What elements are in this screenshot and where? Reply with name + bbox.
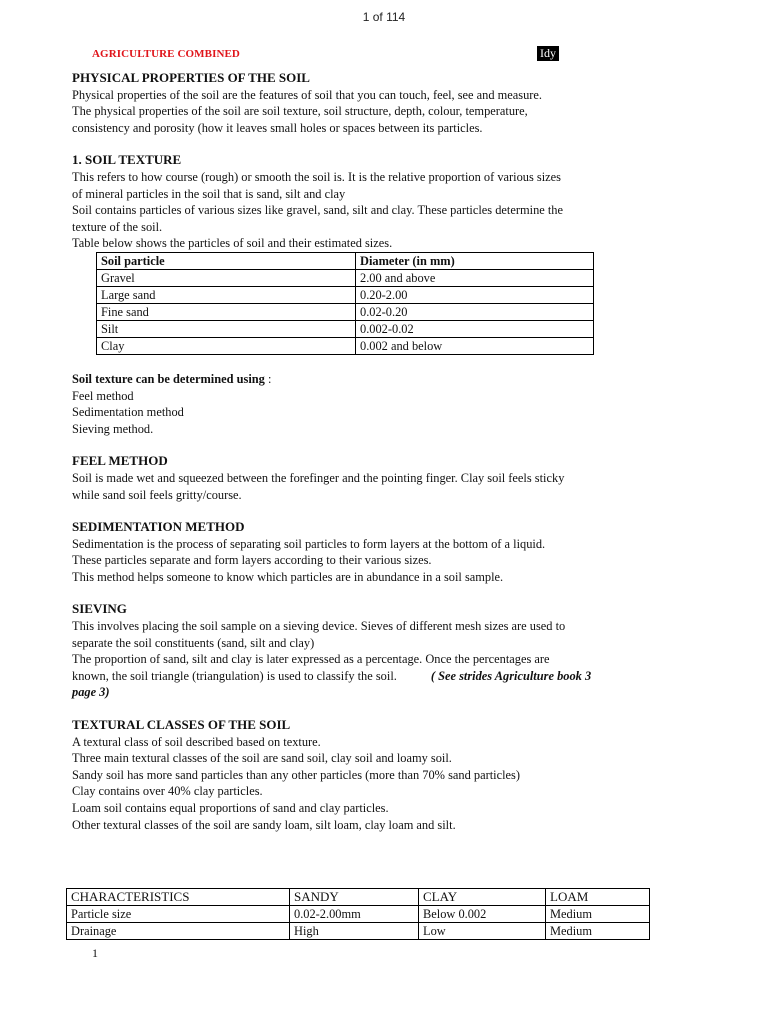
table-row	[97, 337, 594, 354]
text-line: The physical properties of the soil are soil texture, soil structure, depth, colour, temperature,	[72, 104, 528, 119]
determination-intro	[72, 371, 672, 388]
table-cell: 2.00 and above	[356, 269, 594, 286]
section-heading-texture: 1. SOIL TEXTURE	[72, 152, 182, 168]
determination-intro-colon: :	[264, 371, 272, 386]
table-cell: Gravel	[97, 269, 356, 286]
text-line: Soil contains particles of various sizes like gravel, sand, silt and clay. These particles determine the	[72, 203, 564, 218]
determination-intro-bold: Soil texture can be determined using	[72, 371, 265, 386]
table-row	[67, 906, 650, 923]
table-cell: Large sand	[97, 286, 356, 303]
table-row	[67, 923, 650, 940]
text-line: Three main textural classes of the soil are sand soil, clay soil and loamy soil.	[72, 751, 452, 766]
table-cell: 0.02-0.20	[356, 303, 594, 320]
table-cell: Below 0.002	[419, 906, 546, 923]
section-heading-physical: PHYSICAL PROPERTIES OF THE SOIL	[72, 70, 310, 85]
table-row	[97, 320, 594, 337]
table-cell: High	[290, 923, 419, 940]
section-heading-feel: FEEL METHOD	[72, 453, 168, 469]
text-line: This method helps someone to know which particles are in abundance in a soil sample.	[72, 569, 504, 584]
text-line: Sedimentation is the process of separating soil particles to form layers at the bottom of a liquid.	[72, 536, 546, 551]
section-heading-sedimentation: SEDIMENTATION METHOD	[72, 519, 245, 535]
method-item: Sieving method.	[72, 421, 154, 436]
book-reference: ( See strides Agriculture book 3	[430, 668, 592, 683]
text-line: consistency and porosity (how it leaves small holes or spaces between its particles.	[72, 120, 483, 135]
text-line: texture of the soil.	[72, 219, 163, 234]
text-line: Sandy soil has more sand particles than any other particles (more than 70% sand particles)	[72, 767, 520, 782]
book-reference-page: page 3)	[72, 685, 110, 700]
table-row	[97, 286, 594, 303]
method-item: Sedimentation method	[72, 405, 184, 420]
table-cell: Clay	[97, 337, 356, 354]
table-cell: Drainage	[67, 923, 290, 940]
table-header-cell: SANDY	[290, 889, 419, 906]
text-line: Loam soil contains equal proportions of sand and clay particles.	[72, 801, 389, 815]
text-line: Table below shows the particles of soil and their estimated sizes.	[72, 236, 393, 251]
table-cell: Low	[419, 923, 546, 940]
page-number: 1	[92, 946, 98, 960]
table-header-cell: Soil particle	[97, 252, 356, 269]
document-body	[72, 70, 672, 833]
text-line: The proportion of sand, silt and clay is later expressed as a percentage. Once the percentages are	[72, 652, 550, 667]
section-heading-sieving: SIEVING	[72, 601, 127, 617]
author-tag: Idy	[537, 46, 559, 61]
table-cell: Fine sand	[97, 303, 356, 320]
text-line: This involves placing the soil sample on a sieving device. Sieves of different mesh sizes are used to	[72, 619, 566, 634]
table-cell: Medium	[546, 906, 650, 923]
text-line	[72, 668, 672, 685]
text-line: Other textural classes of the soil are sandy loam, silt loam, clay loam and silt.	[72, 817, 456, 832]
table-header-row	[97, 252, 594, 269]
text-line: This refers to how course (rough) or smooth the soil is. It is the relative proportion of various sizes	[72, 169, 561, 184]
table-header-row	[67, 889, 650, 906]
document-header-title: AGRICULTURE COMBINED	[92, 48, 240, 60]
text-line: Soil is made wet and squeezed between the forefinger and the pointing finger. Clay soil feels sticky	[72, 470, 565, 485]
table-cell: 0.002 and below	[356, 337, 594, 354]
sieving-last-line: known, the soil triangle (triangulation) is used to classify the soil.	[72, 668, 397, 683]
table-header-cell: CLAY	[419, 889, 546, 906]
text-line: A textural class of soil described based on texture.	[72, 734, 321, 749]
table-header-cell: Diameter (in mm)	[356, 252, 594, 269]
table-cell: 0.20-2.00	[356, 286, 594, 303]
soil-particle-table	[96, 252, 594, 355]
page-indicator: 1 of 114	[362, 10, 406, 24]
table-row	[97, 303, 594, 320]
text-line: separate the soil constituents (sand, silt and clay)	[72, 635, 315, 650]
text-line: These particles separate and form layers according to their various sizes.	[72, 553, 432, 568]
soil-characteristics-table	[66, 888, 650, 940]
table-row	[97, 269, 594, 286]
table-header-cell: CHARACTERISTICS	[67, 889, 290, 906]
text-line: Physical properties of the soil are the features of soil that you can touch, feel, see and measure.	[72, 87, 542, 102]
table-cell: Particle size	[67, 906, 290, 923]
text-line: of mineral particles in the soil that is sand, silt and clay	[72, 186, 346, 201]
table-cell: 0.02-2.00mm	[290, 906, 419, 923]
table-cell: Silt	[97, 320, 356, 337]
table-header-cell: LOAM	[546, 889, 650, 906]
method-item: Feel method	[72, 388, 134, 403]
section-heading-textural-classes: TEXTURAL CLASSES OF THE SOIL	[72, 717, 291, 733]
text-line: Clay contains over 40% clay particles.	[72, 784, 263, 799]
text-line: while sand soil feels gritty/course.	[72, 487, 242, 502]
table-cell: Medium	[546, 923, 650, 940]
table-cell: 0.002-0.02	[356, 320, 594, 337]
